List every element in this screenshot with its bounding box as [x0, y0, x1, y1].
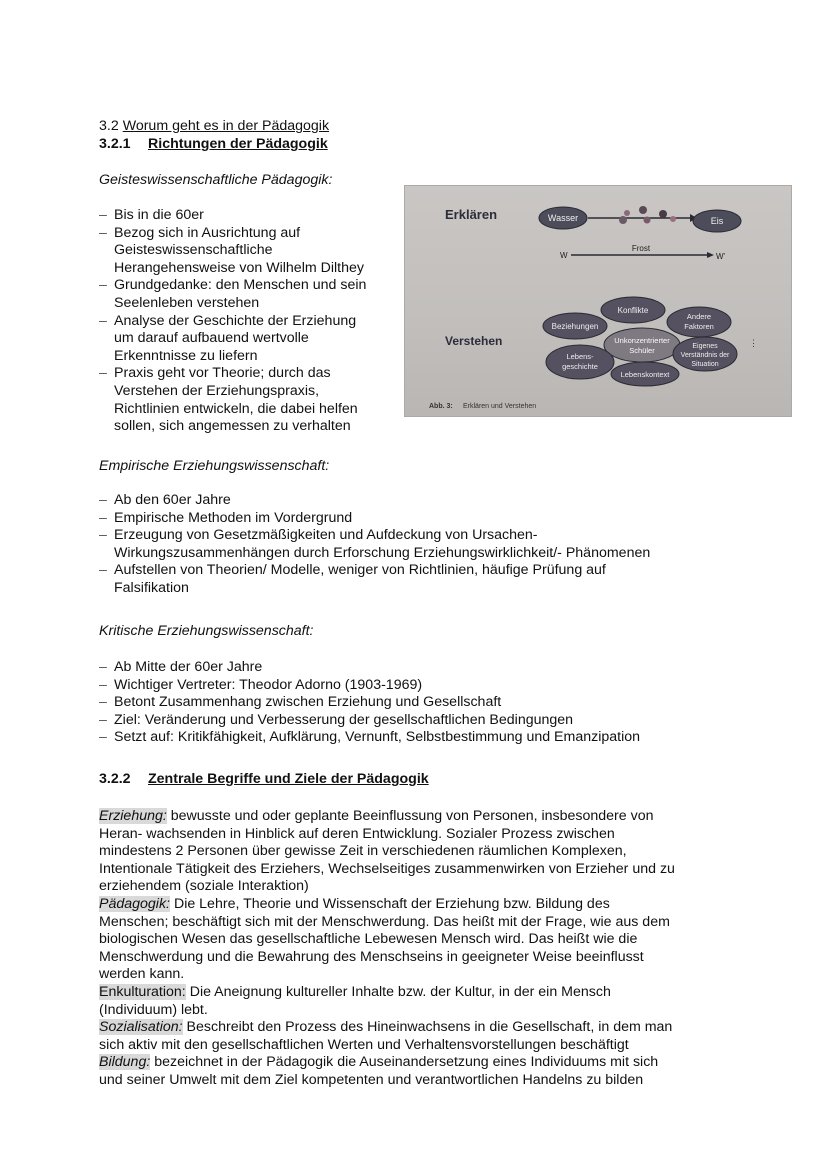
list-item-continuation: Herangehensweise von Wilhelm Dilthey [114, 259, 364, 276]
subsection-heading-1 [99, 136, 328, 154]
definition-erziehung: Erziehung: bewusste und oder geplante Beeinflussung von Personen, insbesondere von [99, 808, 654, 824]
list-item: – Bis in die 60er [99, 207, 366, 225]
list-item-continuation: um darauf aufbauend wertvolle [114, 330, 309, 347]
definition-line: Intentionale Tätigkeit des Erziehers, Wechselseitiges zusammenwirken von Erzieher und zu [99, 860, 675, 877]
caption-label: Abb. 3: [429, 403, 453, 410]
label-lebens-2: geschichte [562, 362, 598, 371]
label-konflikte: Konflikte [617, 306, 649, 315]
label-unkonz-1: Unkonzentrierter [614, 336, 670, 345]
definition-bildung: Bildung: bezeichnet in der Pädagogik die Auseinandersetzung eines Individuums mit sich [99, 1054, 659, 1071]
label-andere-1: Andere [686, 312, 712, 321]
definition-line: erziehendem (soziale Interaktion) [99, 878, 309, 895]
list-item: – Analyse der Geschichte der Erziehung [99, 313, 366, 331]
term-erziehung: Erziehung: [99, 808, 167, 824]
list-item-continuation: sollen, sich angemessen zu verhalten [114, 418, 351, 435]
subsection-title: Richtungen der Pädagogik [148, 136, 328, 152]
geistes-list [99, 207, 366, 436]
arrowhead-icon [707, 252, 714, 258]
empirisch-list [99, 492, 650, 598]
label-eigenes-3: Situation [691, 361, 719, 368]
term-paedagogik: Pädagogik: [99, 895, 170, 912]
label-lebenskontext: Lebenskontext [620, 370, 670, 379]
definition-line: (Individuum) lebt. [99, 1001, 208, 1018]
list-item: – Empirische Methoden im Vordergrund [99, 510, 650, 528]
definitions-block [99, 808, 739, 1090]
particle-icon [644, 217, 651, 224]
list-item: – Erzeugung von Gesetzmäßigkeiten und Aufdeckung von Ursachen- [99, 527, 650, 545]
label-verstehen: Verstehen [445, 334, 503, 348]
definition-line: und seiner Umwelt mit dem Ziel kompetenten und verantwortlichen Handelns zu bilden [99, 1071, 644, 1088]
definition-line: Heran- wachsenden in Hinblick auf deren Entwicklung. Sozialer Prozess zwischen [99, 825, 615, 842]
term-enkulturation: Enkulturation: [99, 983, 186, 1000]
list-item: – Bezog sich in Ausrichtung auf [99, 225, 366, 243]
list-item: – Setzt auf: Kritikfähigkeit, Aufklärung, Vernunft, Selbstbestimmung und Emanzipation [99, 729, 640, 747]
section-number: 3.2 [99, 118, 119, 134]
empirisch-title: Empirische Erziehungswissenschaft: [99, 458, 330, 474]
kritisch-title: Kritische Erziehungswissenschaft: [99, 623, 314, 639]
list-item: – Praxis geht vor Theorie; durch das [99, 365, 366, 383]
subsection-number: 3.2.1 [99, 136, 131, 152]
list-item-continuation: Richtlinien entwickeln, die dabei helfen [114, 400, 358, 417]
list-item-continuation: Wirkungszusammenhängen durch Erforschung Erziehungswirklichkeit/- Phänomenen [114, 544, 651, 561]
particle-icon [624, 210, 630, 216]
list-item: – Ab den 60er Jahre [99, 492, 650, 510]
figure-diagram [405, 186, 791, 416]
label-w-right: W' [716, 252, 726, 261]
caption-text: Erklären und Verstehen [463, 403, 537, 410]
definition-paedagogik: Pädagogik: Die Lehre, Theorie und Wissenschaft der Erziehung bzw. Bildung des [99, 895, 610, 912]
definition-line: sich aktiv mit den gesellschaftlichen Werten und Verhaltensvorstellungen beschäftigt [99, 1036, 629, 1053]
list-item-continuation: Geisteswissenschaftliche [114, 242, 273, 259]
dots-icon: ⋮ [749, 338, 758, 348]
kritisch-list [99, 659, 640, 747]
label-frost: Frost [631, 244, 651, 253]
label-w-left: W [560, 251, 568, 260]
definition-line: Menschen; beschäftigt sich mit der Menschwerdung. Das heißt mit der Frage, wie aus dem [99, 913, 670, 930]
definition-line: mindestens 2 Personen über gewisse Zeit in verschiedenen räumlichen Komplexen, [99, 843, 627, 860]
list-item-continuation: Erkenntnisse zu liefern [114, 347, 258, 364]
label-unkonz-2: Schüler [629, 346, 655, 355]
label-erklaeren: Erklären [445, 207, 498, 222]
definition-line: Menschwerdung und die Bewahrung des Menschseins in geeigneter Weise beeinflusst [99, 948, 644, 965]
label-beziehungen: Beziehungen [551, 322, 599, 331]
definition-line: werden kann. [99, 966, 185, 983]
particle-icon [639, 206, 647, 214]
label-andere-2: Faktoren [684, 322, 714, 331]
label-lebens-1: Lebens- [566, 352, 594, 361]
subsection-number: 3.2.2 [99, 771, 131, 787]
term-sozialisation: Sozialisation: [99, 1019, 183, 1036]
label-eigenes-1: Eigenes [692, 343, 718, 350]
geistes-title: Geisteswissenschaftliche Pädagogik: [99, 172, 333, 188]
particle-icon [670, 216, 676, 222]
section-heading [99, 118, 329, 136]
subsection-heading-2 [99, 771, 429, 789]
term-bildung: Bildung: [99, 1054, 151, 1071]
list-item-continuation: Seelenleben verstehen [114, 294, 260, 311]
list-item: – Ab Mitte der 60er Jahre [99, 659, 640, 677]
list-item: – Grundgedanke: den Menschen und sein [99, 277, 366, 295]
particle-icon [619, 216, 627, 224]
label-eis: Eis [710, 216, 724, 226]
definition-sozialisation: Sozialisation: Beschreibt den Prozess des Hineinwachsens in die Gesellschaft, in dem man [99, 1019, 673, 1036]
section-title: Worum geht es in der Pädagogik [122, 118, 330, 134]
label-eigenes-2: Verständnis der [680, 352, 730, 359]
list-item-continuation: Falsifikation [114, 579, 189, 596]
list-item: – Aufstellen von Theorien/ Modelle, weniger von Richtlinien, häufige Prüfung auf [99, 562, 650, 580]
list-item-continuation: Verstehen der Erziehungspraxis, [114, 382, 320, 399]
label-wasser: Wasser [547, 213, 579, 223]
list-item: – Wichtiger Vertreter: Theodor Adorno (1903-1969) [99, 677, 640, 695]
particle-icon [659, 210, 667, 218]
figure-erklaeren-verstehen [404, 185, 792, 417]
definition-enkulturation: Enkulturation: Die Aneignung kultureller Inhalte bzw. der Kultur, in der ein Mensch [99, 983, 611, 1000]
ellipse-unkonzentrierter-schueler [604, 328, 680, 362]
definition-line: biologischen Wesen das gesellschaftliche Lebewesen Mensch wird. Das heißt wie die [99, 931, 638, 948]
list-item: – Ziel: Veränderung und Verbesserung der gesellschaftlichen Bedingungen [99, 712, 640, 730]
subsection-title: Zentrale Begriffe und Ziele der Pädagogik [148, 771, 429, 787]
list-item: – Betont Zusammenhang zwischen Erziehung und Gesellschaft [99, 694, 640, 712]
